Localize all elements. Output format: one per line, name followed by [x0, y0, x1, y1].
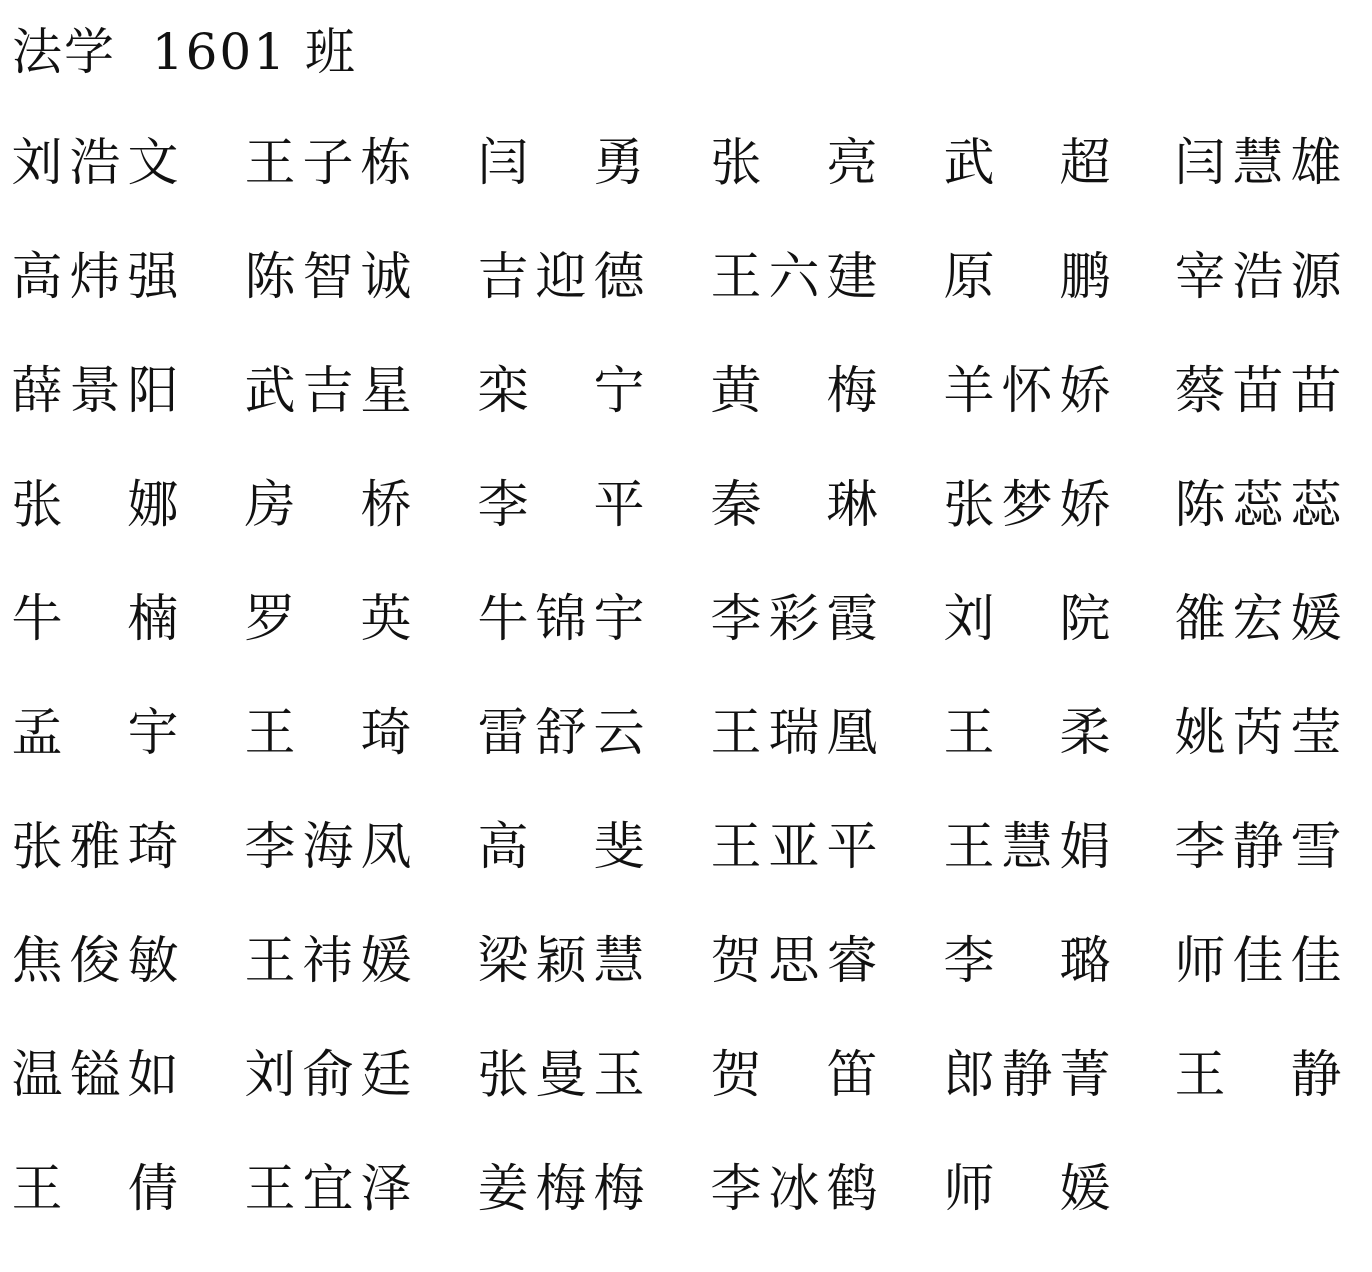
- student-name: 王 倩: [11, 1160, 179, 1219]
- student-name: 王 静: [1174, 1046, 1342, 1105]
- student-name: 闫 勇: [477, 134, 645, 193]
- student-name: 李 冰 鹤: [710, 1160, 878, 1219]
- student-name: 栾 宁: [477, 362, 645, 421]
- student-name: 蔡 苗 苗: [1174, 362, 1342, 421]
- student-name: 姚 芮 莹: [1174, 704, 1342, 763]
- student-name: 师 佳 佳: [1174, 932, 1342, 991]
- roster-row: [10, 360, 1355, 474]
- student-name: 姜 梅 梅: [477, 1160, 645, 1219]
- student-name: 武 吉 星: [244, 362, 412, 421]
- student-name: 张 娜: [11, 476, 179, 535]
- student-name: 王 六 建: [710, 248, 878, 307]
- student-name: 闫 慧 雄: [1174, 134, 1342, 193]
- student-name: 李 璐: [943, 932, 1111, 991]
- student-name: 雒 宏 媛: [1174, 590, 1342, 649]
- roster-row: [10, 132, 1355, 246]
- student-name: 原 鹏: [943, 248, 1111, 307]
- student-name: 王 琦: [244, 704, 412, 763]
- student-name: 高 斐: [477, 818, 645, 877]
- student-name: 房 桥: [244, 476, 412, 535]
- student-name: 雷 舒 云: [477, 704, 645, 763]
- roster-row: [10, 474, 1355, 588]
- student-name: 王 子 栋: [244, 134, 412, 193]
- student-name: 王 亚 平: [710, 818, 878, 877]
- student-name: 吉 迎 德: [477, 248, 645, 307]
- student-name: 王 宜 泽: [244, 1160, 412, 1219]
- student-name: 张 雅 琦: [11, 818, 179, 877]
- roster-row: [10, 1044, 1355, 1158]
- student-name: 陈 蕊 蕊: [1174, 476, 1342, 535]
- class-title: 法学 1601 班: [12, 23, 357, 81]
- student-name: 梁 颖 慧: [477, 932, 645, 991]
- roster-row: [10, 702, 1355, 816]
- student-name: 武 超: [943, 134, 1111, 193]
- roster-row: [10, 930, 1355, 1044]
- student-name: 焦 俊 敏: [11, 932, 179, 991]
- roster-row: [10, 1158, 1355, 1272]
- student-name: 宰 浩 源: [1174, 248, 1342, 307]
- student-name: 高 炜 强: [11, 248, 179, 307]
- student-name: 温 镒 如: [11, 1046, 179, 1105]
- student-name: 张 曼 玉: [477, 1046, 645, 1105]
- student-name: 张 亮: [710, 134, 878, 193]
- student-name: 牛 楠: [11, 590, 179, 649]
- student-name: 张 梦 娇: [943, 476, 1111, 535]
- student-roster: [10, 132, 1355, 1272]
- student-name: 贺 笛: [710, 1046, 878, 1105]
- student-name: 刘 俞 廷: [244, 1046, 412, 1105]
- student-name: 李 海 凤: [244, 818, 412, 877]
- student-name: 牛 锦 宇: [477, 590, 645, 649]
- student-name: 贺 思 睿: [710, 932, 878, 991]
- roster-row: [10, 816, 1355, 930]
- student-name: 黄 梅: [710, 362, 878, 421]
- student-name: 陈 智 诚: [244, 248, 412, 307]
- student-name: 羊 怀 娇: [943, 362, 1111, 421]
- student-name: 李 静 雪: [1174, 818, 1342, 877]
- student-name: 罗 英: [244, 590, 412, 649]
- student-name: 刘 院: [943, 590, 1111, 649]
- student-name: 郎 静 菁: [943, 1046, 1111, 1105]
- student-name: 王 祎 媛: [244, 932, 412, 991]
- roster-row: [10, 246, 1355, 360]
- student-name: 孟 宇: [11, 704, 179, 763]
- student-name: 秦 琳: [710, 476, 878, 535]
- student-name: 李 彩 霞: [710, 590, 878, 649]
- student-name: 师 媛: [943, 1160, 1111, 1219]
- student-name: 王 慧 娟: [943, 818, 1111, 877]
- student-name: 王 柔: [943, 704, 1111, 763]
- student-name: 薛 景 阳: [11, 362, 179, 421]
- student-name: 刘 浩 文: [11, 134, 179, 193]
- student-name: 李 平: [477, 476, 645, 535]
- roster-row: [10, 588, 1355, 702]
- student-name: 王 瑞 凰: [710, 704, 878, 763]
